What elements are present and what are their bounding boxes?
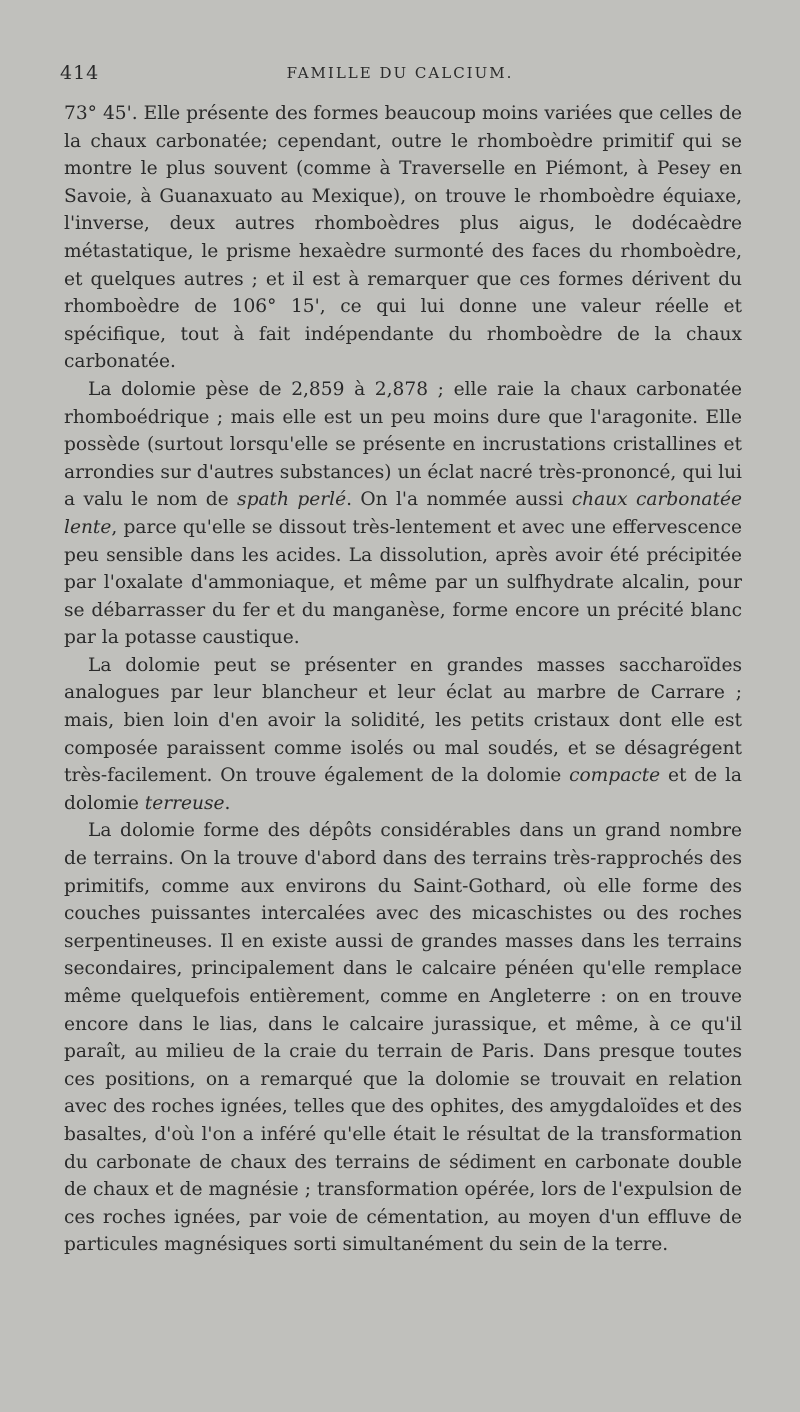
italic-term: chaux carbonatée lente [64,489,743,538]
paragraph [64,817,742,1259]
italic-term: spath perlé [237,489,347,511]
page-number: 414 [60,62,100,84]
paragraph [64,376,742,652]
text-run: , parce qu'elle se dissout très-lentement et avec une effervescence peu sensible dans les acides. La dissolution, après avoir été précipitée par l'oxalate d'ammoniaque, et même par un sulfhydrate alcalin, pour se débarrasser du fer et du manganèse, forme encore un précité blanc par la potasse caustique. [64,516,742,649]
page-header [60,62,740,92]
text-run: La dolomie forme des dépôts considérables dans un grand nombre de terrains. On la trouve d'abord dans des terrains très-rapprochés des primitifs, comme aux environs du Saint-Gothard, où elle forme des couches puissantes intercalées avec des micaschistes ou des roches serpentineuses. Il en existe aussi de grandes masses dans les terrains secondaires, principalement dans le calcaire pénéen qu'elle remplace même quelquefois entièrement, comme en Angleterre : on en trouve encore dans le lias, dans le calcaire jurassique, et même, à ce qu'il paraît, au milieu de la craie du terrain de Paris. Dans presque toutes ces positions, on a remarqué que la dolomie se trouvait en relation avec des roches ignées, telles que des ophites, des amygdaloïdes et des basaltes, d'où l'on a inféré qu'elle était le résultat de la transformation du carbonate de chaux des terrains de sédiment en carbonate double de chaux et de magnésie ; transformation opérée, lors de l'expulsion de ces roches ignées, par voie de cémentation, au moyen d'un effluve de particules magnésiques sorti simultanément du sein de la terre. [64,820,742,1256]
running-title: FAMILLE DU CALCIUM. [286,64,514,82]
italic-term: compacte [569,765,661,787]
text-run: et de la dolomie [64,765,742,814]
text-run: . On l'a nommée aussi [346,489,572,511]
paragraph [64,100,742,376]
text-run: . [224,792,231,814]
paragraph [64,652,742,818]
italic-term: terreuse [144,792,225,814]
text-run: La dolomie peut se présenter en grandes masses saccharoïdes analogues par leur blancheur et leur éclat au marbre de Carrare ; mais, bien loin d'en avoir la solidité, les petits cristaux dont elle est composée paraissent comme isolés ou mal soudés, et se désagrégent très-facilement. On trouve également de la dolomie [64,654,742,787]
text-run: La dolomie pèse de 2,859 à 2,878 ; elle raie la chaux carbonatée rhomboédrique ; mais elle est un peu moins dure que l'aragonite. Elle possède (surtout lorsqu'elle se présente en incrustations cristallines et arrondies sur d'autres substances) un éclat nacré très-prononcé, qui lui a valu le nom de [64,378,742,511]
text-run: 73° 45'. Elle présente des formes beaucoup moins variées que celles de la chaux carbonatée; cependant, outre le rhomboèdre primitif qui se montre le plus souvent (comme à Traverselle en Piémont, à Pesey en Savoie, à Guanaxuato au Mexique), on trouve le rhomboèdre équiaxe, l'inverse, deux autres rhomboèdres plus aigus, le dodécaèdre métastatique, le prisme hexaèdre surmonté des faces du rhomboèdre, et quelques autres ; et il est à remarquer que ces formes dérivent du rhomboèdre de 106° 15', ce qui lui donne une valeur réelle et spécifique, tout à fait indépendante du rhomboèdre de la chaux carbonatée. [64,103,742,373]
body-text [64,100,742,1259]
